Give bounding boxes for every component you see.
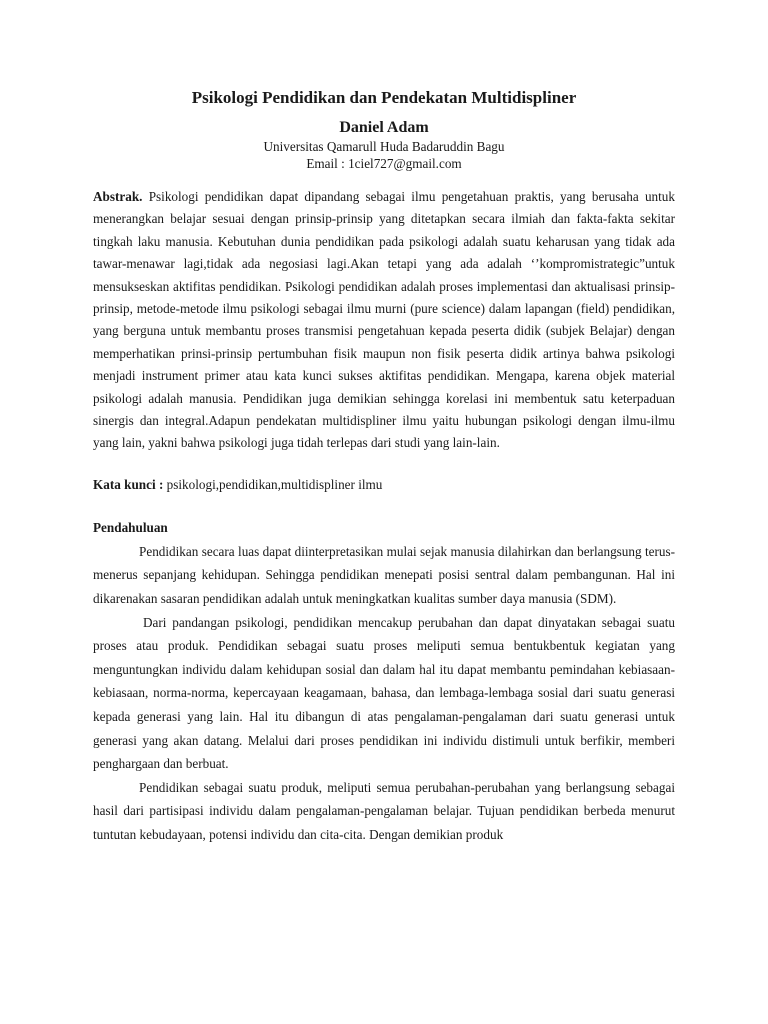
keywords (93, 475, 675, 495)
author-email: Email : 1ciel727@gmail.com (306, 156, 462, 171)
document-page (93, 86, 675, 847)
author-name: Daniel Adam (339, 119, 429, 136)
body-paragraph: Pendidikan secara luas dapat diinterpretasikan mulai sejak manusia dilahirkan dan berlangsung terus-menerus sepanjang kehidupan. Sehingga pendidikan menepati posisi sentral dalam pembangunan. Hal ini dikarenakan sasaran pendidikan adalah untuk meningkatkan kualitas sumber daya manusia (SDM). (93, 543, 675, 607)
author-affiliation: Universitas Qamarull Huda Badaruddin Bagu (263, 139, 505, 154)
keywords-label: Kata kunci : (93, 476, 164, 492)
abstract-label: Abstrak. (93, 189, 143, 204)
section-heading-pendahuluan: Pendahuluan (93, 519, 168, 535)
abstract (93, 186, 675, 455)
body-paragraph: Pendidikan sebagai suatu produk, meliputi semua perubahan-perubahan yang berlangsung sebagai hasil dari partisipasi individu dalam pengalaman-pengalaman belajar. Tujuan pendidikan berbeda menurut tuntutan kebudayaan, potensi individu dan cita-cita. Dengan demikian produk (93, 779, 675, 842)
keywords-text: psikologi,pendidikan,multidispliner ilmu (163, 476, 383, 492)
body-paragraph: Dari pandangan psikologi, pendidikan mencakup perubahan dan dapat dinyatakan sebagai suatu proses atau produk. Pendidikan sebagai suatu proses meliputi semua bentukbentuk kegiatan yang menguntungkan individu dalam kehidupan sosial dan dalam hal itu dapat membantu pemindahan kebiasaan-kebiasaan, norma-norma, kepercayaan keagamaan, bahasa, dan lembaga-lembaga sosial dari suatu generasi kepada generasi yang lain. Hal itu dibangun di atas pengalaman-pengalaman dari suatu generasi untuk generasi yang akan datang. Melalui dari proses pendidikan ini individu distimuli untuk berfikir, memberi penghargaan dan berbuat. (93, 614, 675, 772)
abstract-text: Psikologi pendidikan dapat dipandang sebagai ilmu pengetahuan praktis, yang berusaha untuk menerangkan belajar sesuai dengan prinsip-prinsip yang ditetapkan secara ilmiah dan fakta-fakta sekitar tingkah laku manusia. Kebutuhan dunia pendidikan pada psikologi adalah suatu keharusan yang tidak ada tawar-menawar lagi,tidak ada negosiasi lagi.Akan tetapi yang ada adalah ‘’kompromistrategic”untuk mensukseskan aktifitas pendidikan. Psikologi pendidikan adalah proses implementasi dan aktualisasi prinsip-prinsip, metode-metode ilmu psikologi sebagai ilmu murni (pure science) dalam lapangan (field) pendidikan, yang berguna untuk membantu proses transmisi pengetahuan kepada peserta didik (subjek Belajar) dengan memperhatikan prinsi-prinsip pertumbuhan fisik maupun non fisik peserta didik artinya bahwa psikologi menjadi instrument primer atau kata kunci sukses aktifitas pendidikan. Mengapa, karena objek material psikologi adalah manusia. Pendidikan juga demikian sehingga korelasi ini membentuk satu keterpaduan sinergis dan integral.Adapun pendekatan multidispliner ilmu yaitu hubungan psikologi dengan ilmu-ilmu yang lain, yakni bahwa psikologi juga tidah terlepas dari studi yang lain-lain. (93, 189, 675, 451)
paper-title: Psikologi Pendidikan dan Pendekatan Multidispliner (191, 88, 577, 107)
